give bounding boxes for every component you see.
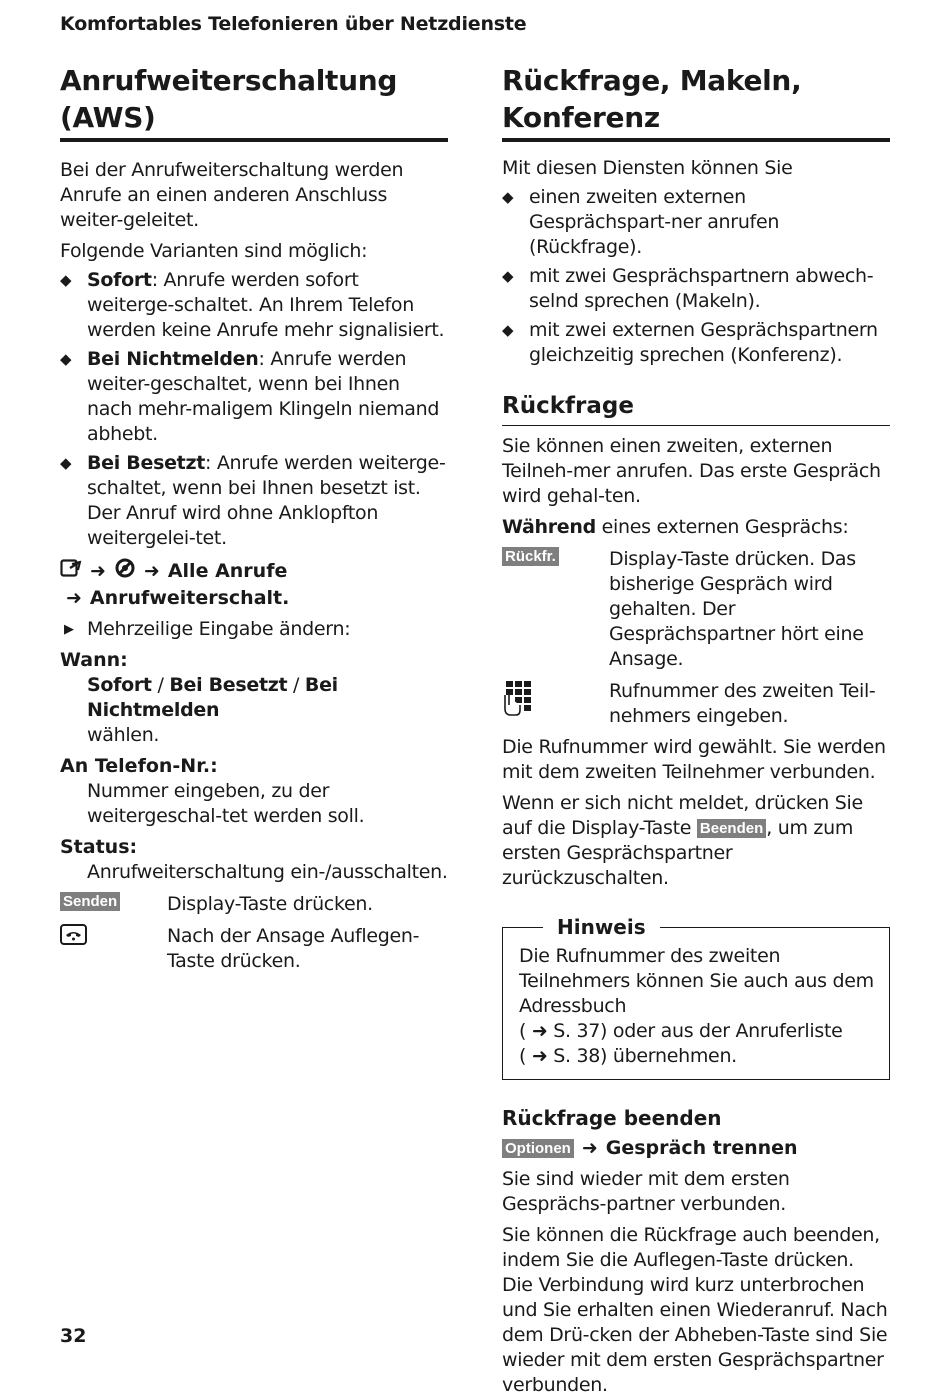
beenden-softkey: Beenden bbox=[697, 819, 766, 838]
hint-box bbox=[502, 915, 890, 1080]
page-header: Komfortables Telefonieren über Netzdienste bbox=[60, 13, 527, 35]
list-item: ◆ Sofort: Anrufe werden sofort weiterge-schaltet. An Ihrem Telefon werden keine Anrufe mehr signalisiert. bbox=[60, 269, 445, 341]
step-senden bbox=[60, 892, 448, 917]
hint-title: Hinweis bbox=[543, 914, 660, 940]
field-desc-telefon: Nummer eingeben, zu der weitergeschal-tet werden soll. bbox=[87, 780, 365, 827]
end-text-2: Sie können die Rückfrage auch beenden, indem Sie die Auflegen-Taste drücken. Die Verbindung wird kurz unterbrochen und Sie erhalten einen Wiederanruf. Nach dem Drü-cken der Abheben-Taste sind Sie wieder mit dem ersten Gesprächspartner verbunden. bbox=[502, 1224, 888, 1396]
diamond-bullet-icon: ◆ bbox=[60, 454, 72, 472]
step-senden-text: Display-Taste drücken. bbox=[167, 893, 373, 915]
senden-softkey: Senden bbox=[60, 892, 120, 911]
right-column bbox=[502, 62, 890, 1398]
variants-intro: Folgende Varianten sind möglich: bbox=[60, 240, 368, 262]
arrow-icon: ➜ bbox=[581, 1137, 598, 1159]
aws-intro: Bei der Anrufweiterschaltung werden Anrufe an einen anderen Anschluss weiter-geleitet. bbox=[60, 159, 404, 231]
step-hangup bbox=[60, 924, 448, 974]
menu-item-gespraech-trennen: Gespräch trennen bbox=[605, 1137, 798, 1159]
step-keypad-text: Rufnummer des zweiten Teil-nehmers eingeben. bbox=[609, 680, 876, 727]
step-rueckfr bbox=[502, 547, 890, 672]
step-hangup-text: Nach der Ansage Auflegen-Taste drücken. bbox=[167, 925, 420, 972]
list-item: ◆ Bei Besetzt: Anrufe werden weiterge-schaltet, wenn bei Ihnen besetzt ist. Der Anruf wird ohne Anklopfton weitergelei-tet. bbox=[60, 452, 446, 549]
optionen-softkey: Optionen bbox=[502, 1139, 574, 1158]
subsection-title-rueckfrage: Rückfrage bbox=[502, 390, 890, 426]
subsection-title-rueckfrage-beenden: Rückfrage beenden bbox=[502, 1106, 722, 1130]
field-label-status: Status: bbox=[60, 836, 138, 858]
diamond-bullet-icon: ◆ bbox=[60, 350, 72, 368]
arrow-icon: ➜ bbox=[90, 560, 106, 582]
field-label-wann: Wann: bbox=[60, 649, 128, 671]
step-rueckfr-text: Display-Taste drücken. Das bisherige Gespräch wird gehalten. Der Gesprächspartner hört eine Ansage. bbox=[609, 548, 864, 670]
no-answer-text: Wenn er sich nicht meldet, drücken Sie auf die Display-Taste Beenden , um zum ersten Gesprächspartner zurückzuschalten. bbox=[502, 792, 863, 889]
arrow-icon: ➜ bbox=[526, 1020, 554, 1042]
menu-path-optionen bbox=[502, 1136, 890, 1161]
triangle-bullet-icon: ▶ bbox=[64, 622, 74, 637]
rueckfrage-intro: Sie können einen zweiten, externen Teilneh-mer anrufen. Das erste Gespräch wird gehal-ten. bbox=[502, 435, 881, 507]
during-call: Während eines externen Gesprächs: bbox=[502, 516, 849, 538]
page-number: 32 bbox=[60, 1325, 87, 1347]
menu-item-anrufweiterschalt: Anrufweiterschalt. bbox=[89, 587, 290, 609]
rueckfr-softkey: Rückfr. bbox=[502, 547, 559, 566]
section-title-rueckfrage-makeln: Rückfrage, Makeln, Konferenz bbox=[502, 62, 890, 142]
diamond-bullet-icon: ◆ bbox=[502, 267, 514, 285]
services-intro: Mit diesen Diensten können Sie bbox=[502, 157, 793, 179]
network-services-icon bbox=[114, 557, 136, 586]
keypad-icon bbox=[502, 679, 536, 721]
diamond-bullet-icon: ◆ bbox=[502, 321, 514, 339]
diamond-bullet-icon: ◆ bbox=[502, 188, 514, 206]
hint-text: Die Rufnummer des zweiten Teilnehmers können Sie auch aus dem Adressbuch ( ➜ S. 37) oder aus der Anruferliste ( ➜ S. 38) übernehmen. bbox=[519, 945, 874, 1067]
end-text-1: Sie sind wieder mit dem ersten Gesprächs-partner verbunden. bbox=[502, 1168, 790, 1215]
field-desc-wann: Sofort / Bei Besetzt / Bei Nichtmelden wählen. bbox=[87, 674, 338, 746]
variants-list bbox=[60, 268, 448, 551]
dialed-text: Die Rufnummer wird gewählt. Sie werden mit dem zweiten Teilnehmer verbunden. bbox=[502, 736, 886, 783]
field-desc-status: Anrufweiterschaltung ein-/ausschalten. bbox=[87, 861, 448, 883]
menu-path bbox=[60, 557, 448, 586]
services-list bbox=[502, 185, 890, 368]
field-label-telefon: An Telefon-Nr.: bbox=[60, 755, 218, 777]
arrow-icon: ➜ bbox=[143, 560, 160, 582]
menu-item-alle-anrufe: Alle Anrufe bbox=[167, 560, 288, 582]
list-item: ◆ mit zwei externen Gesprächspartnern gleichzeitig sprechen (Konferenz). bbox=[502, 319, 878, 366]
step-keypad bbox=[502, 679, 890, 729]
left-column bbox=[60, 62, 448, 974]
arrow-icon: ➜ bbox=[526, 1045, 554, 1067]
instruction: ▶ Mehrzeilige Eingabe ändern: bbox=[64, 618, 351, 640]
hangup-key-icon bbox=[60, 924, 88, 950]
menu-path-line2 bbox=[60, 586, 448, 611]
list-item: ◆ Bei Nichtmelden: Anrufe werden weiter-geschaltet, wenn bei Ihnen nach mehr-maligem Klingeln niemand abhebt. bbox=[60, 348, 440, 445]
section-title-aws: Anrufweiterschaltung (AWS) bbox=[60, 62, 448, 142]
arrow-icon: ➜ bbox=[66, 587, 82, 609]
list-item: ◆ mit zwei Gesprächspartnern abwech-selnd sprechen (Makeln). bbox=[502, 265, 874, 312]
diamond-bullet-icon: ◆ bbox=[60, 271, 72, 289]
list-item: ◆ einen zweiten externen Gesprächspart-ner anrufen (Rückfrage). bbox=[502, 186, 780, 258]
menu-key-icon bbox=[60, 558, 82, 585]
